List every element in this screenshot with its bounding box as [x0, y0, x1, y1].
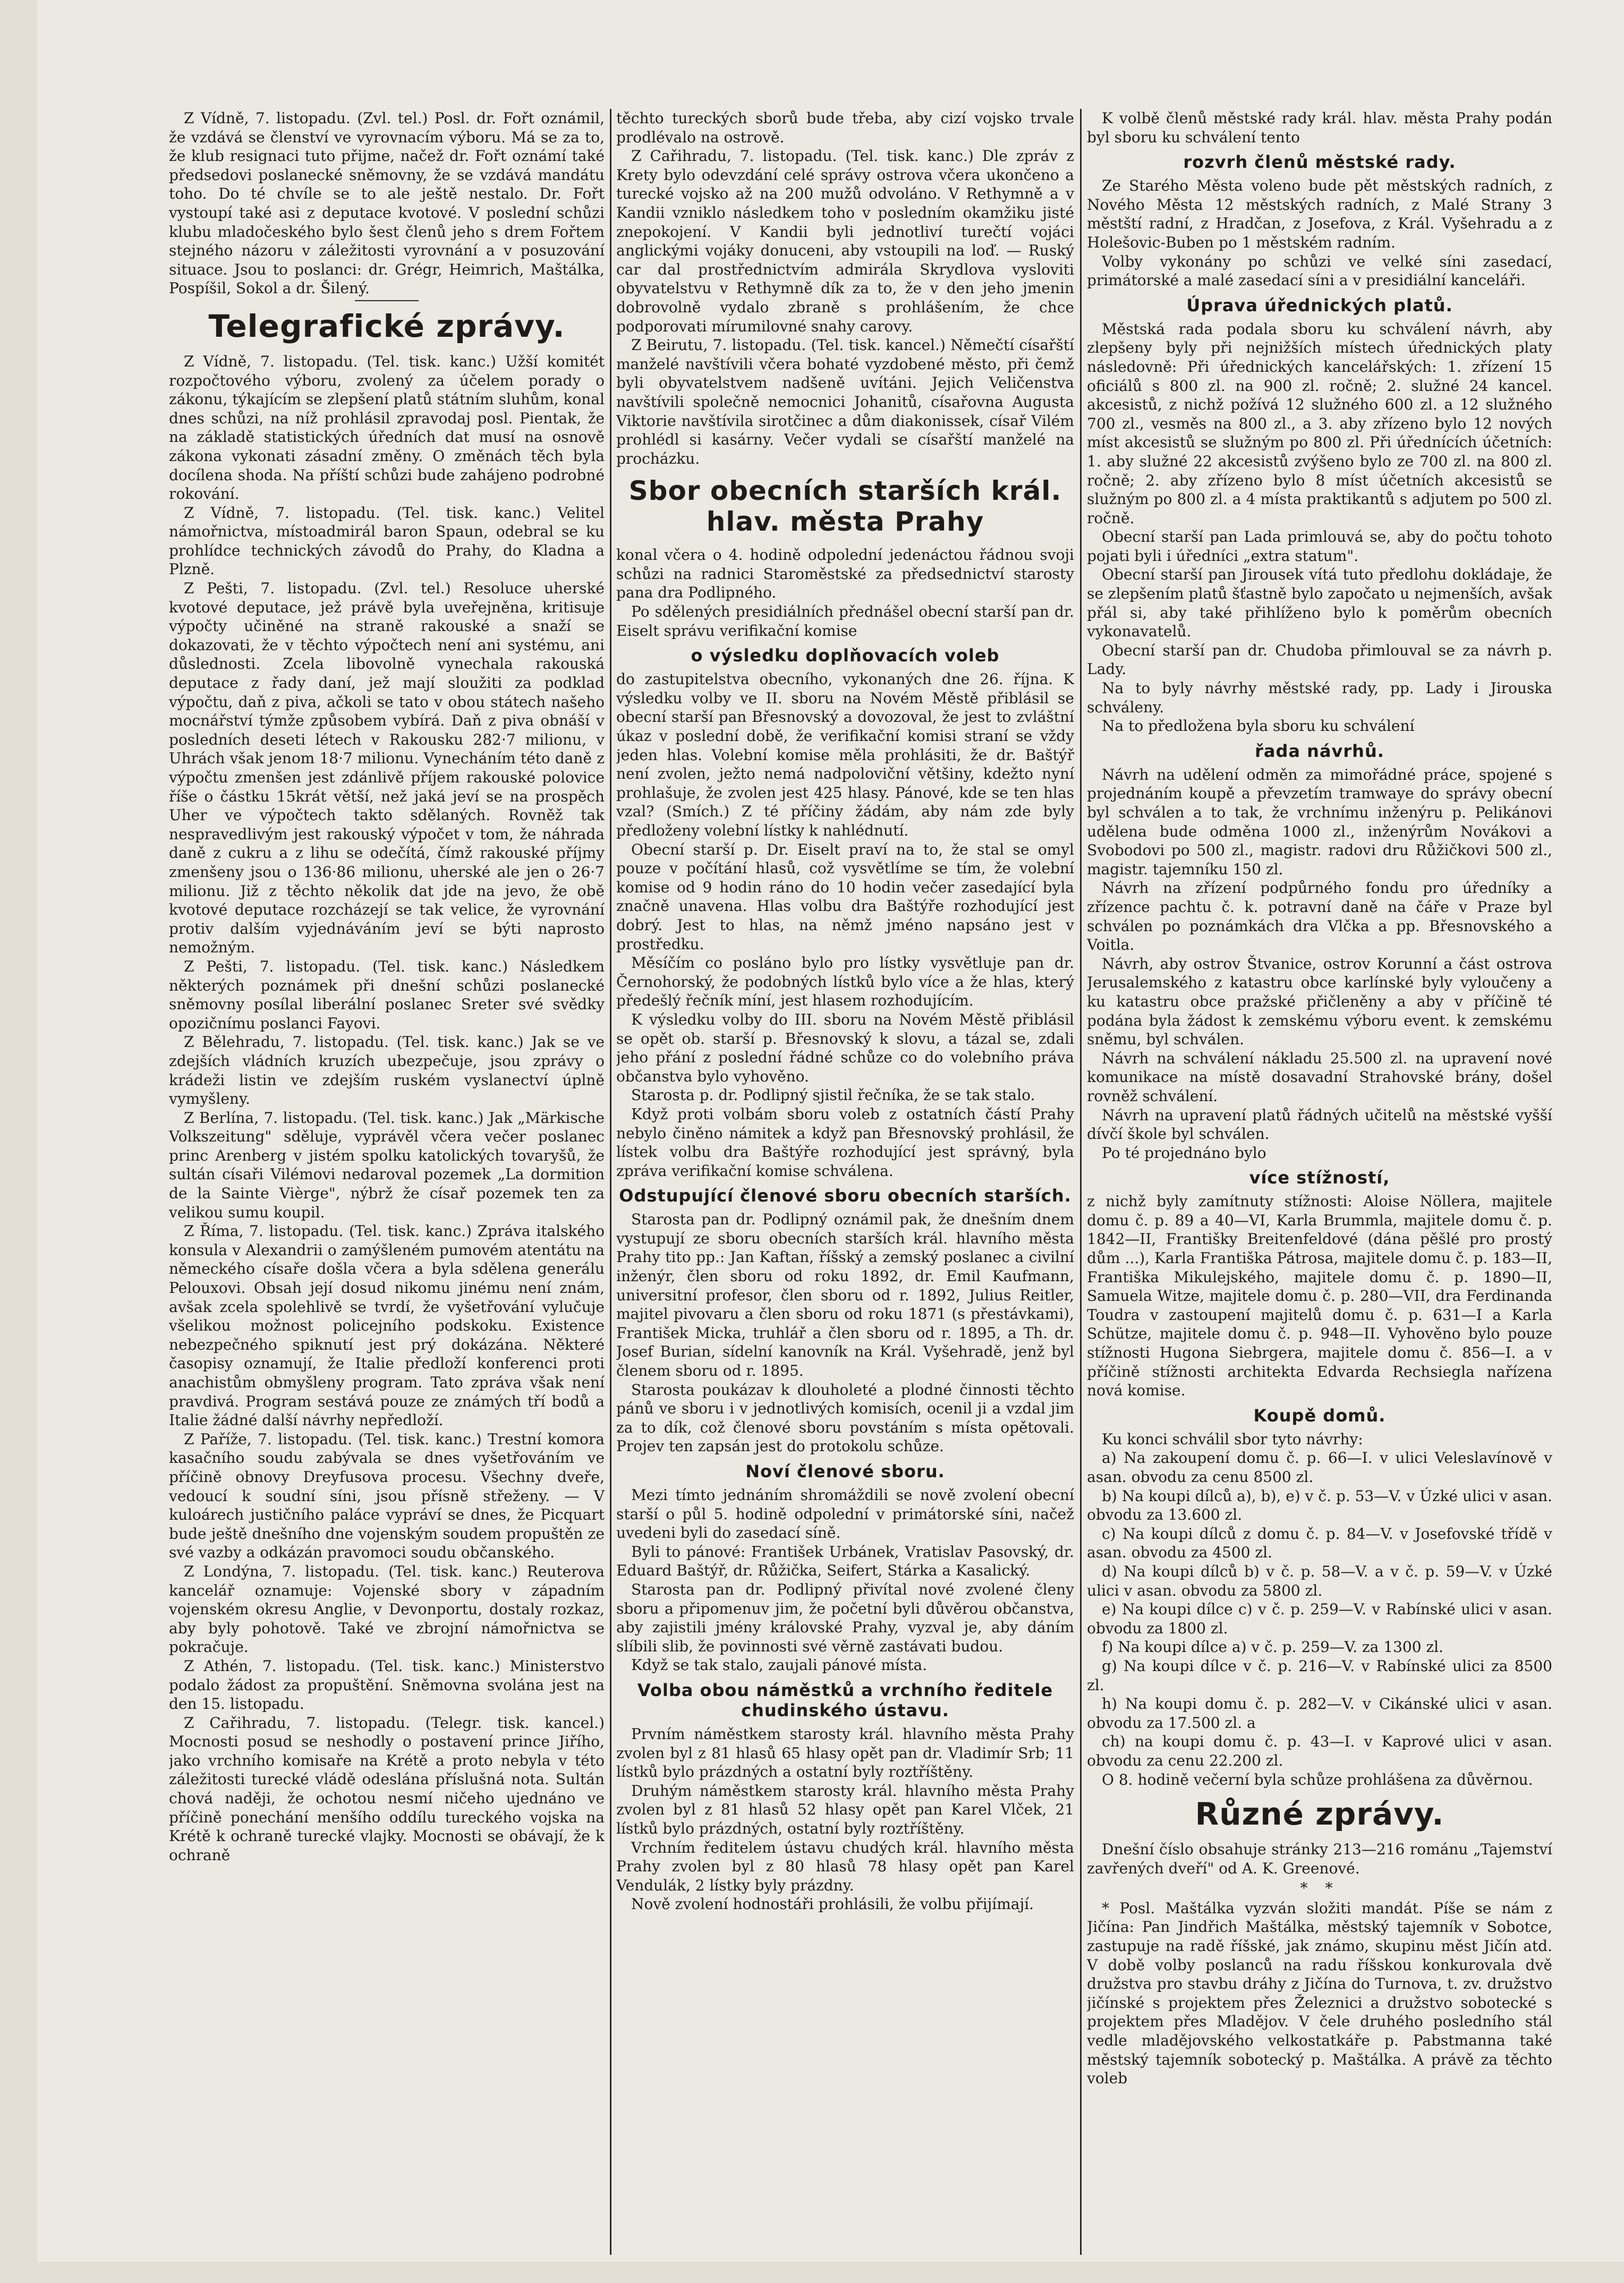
subheading: Volba obou náměstků a vrchního ředitele chudinského ústavu.: [637, 1680, 1053, 1720]
report-paragraph: K výsledku volby do III. sboru na Novém Městě přiblásil se opět ob. starší p. Břesnovský k slovu, a tázal se, zdali jeho přání z poslední řádné schůze co do volebního práva občanstva bylo vyhověno.: [616, 1010, 1074, 1085]
list-item: f) Na koupi dílce a) v č. p. 259—V. za 1300 zl.: [1102, 1638, 1444, 1656]
report-paragraph: Návrh na upravení platů řádných učitelů na městské vyšší dívčí škole byl schválen.: [1087, 1106, 1552, 1143]
telegram-paragraph: Z Vídně, 7. listopadu. (Tel. tisk. kanc.) Velitel námořnictva, místoadmirál baron Spaun, odebral se ku prohlídce technických závodů do Prahy, do Kladna a Plzně.: [169, 504, 605, 578]
list-item: h) Na koupi domu č. p. 282—V. v Cikánské ulici v asan. obvodu za 17.500 zl. a: [1087, 1695, 1552, 1732]
report-paragraph: Starosta pan dr. Podlipný oznámil pak, že dnešním dnem vystupují ze sboru obecních starších král. hlavního města Prahy tito pp.: Jan Kaftan, říšský a zemský poslanec a civilní inženýr, člen sboru od roku 1892, dr. Emil Kaufmann, universitní profesor, člen sboru od r. 1892, Julius Reitler, majitel pivovaru a člen sboru od roku 1871 (s přestávkami), František Micka, truhlář a člen sboru od r. 1895, a Th. dr. Josef Burian, sídelní kanovník na Král. Vyšehradě, jenž byl členem sboru od r. 1895.: [616, 1211, 1074, 1380]
article-paragraph: těchto tureckých sborů bude třeba, aby cizí vojsko trvale prodlévalo na ostrově.: [616, 109, 1074, 146]
column-rule: [610, 109, 611, 2255]
report-paragraph: Druhým náměstkem starosty král. hlavního města Prahy zvolen byl z 81 hlasů 52 hlasy opět pan Karel Vlček, 21 lístků bylo prázdných, ostatní byly roztříštěny.: [616, 1782, 1074, 1837]
report-paragraph: Obecní starší pan Lada primlouvá se, aby do počtu tohoto pojati byli i úředníci „extra statum".: [1087, 528, 1552, 565]
section-heading-telegrams: Telegrafické zprávy.: [208, 308, 565, 344]
subheading: Úprava úřednických platů.: [1186, 295, 1453, 316]
report-paragraph: Když proti volbám sboru voleb z ostatních částí Prahy nebylo činěno námitek a když pan Břesnovský prohlásil, že lístek volbu dra Baštýře rozhodující jest správný, byla zpráva verifikační komise schválena.: [616, 1105, 1074, 1180]
list-item: a) Na zakoupení domu č. p. 66—I. v ulici Veleslavínově v asan. obvodu za cenu 8500 zl.: [1087, 1449, 1552, 1486]
report-paragraph: Volby vykonány po schůzi ve velké síni zasedací, primátorské a malé zasedací síni a v presidiální kanceláři.: [1087, 252, 1552, 289]
report-paragraph: Ku konci schválil sbor tyto návrhy:: [1102, 1430, 1363, 1448]
report-paragraph: Měsíčím co posláno bylo pro lístky vysvětluje pan dr. Černohorský, že podobných lístků bylo více a že hlas, který předešlý řečník míní, jest hlasem rozhodujícím.: [616, 954, 1074, 1010]
subheading: o výsledku doplňovacích voleb: [691, 645, 1000, 666]
column-rule: [1080, 109, 1082, 2255]
subheading: Odstupující členové sboru obecních starších.: [619, 1186, 1072, 1206]
report-paragraph: do zastupitelstva obecního, vykonaných dne 26. října. K výsledku volby ve II. sboru na Novém Městě přiblásil se obecní starší pan Břesnovský a dovozoval, že jest to zvláštní úkaz v poslední době, že verifikační komisi straní se vždy jeden hlas. Volební komise měla prohlásiti, že dr. Baštýř není zvolen, ježto nemá nadpoloviční většiny, kdežto nyní prohlašuje, že zvolen jest 425 hlasy. Pánové, kde se ten hlas vzal? (Smích.) Z té příčiny žádám, aby nám zde byly předloženy volební lístky k nahlédnutí.: [616, 670, 1074, 839]
list-item: b) Na koupi dílců a), b), e) v č. p. 53—V. v Úzké ulici v asan. obvodu za 13.600 zl.: [1087, 1487, 1552, 1524]
telegram-paragraph: Z Athén, 7. listopadu. (Tel. tisk. kanc.) Ministerstvo podalo žádost za propuštění. Sněmovna svolána jest na den 15. listopadu.: [169, 1657, 605, 1713]
report-paragraph: Byli to pánové: František Urbánek, Vratislav Pasovský, dr. Eduard Baštýř, dr. Růžička, Seifert, Stárka a Kasalický.: [616, 1543, 1074, 1580]
report-paragraph: K volbě členů městské rady král. hlav. města Prahy podán byl sboru ku schválení tento: [1087, 109, 1552, 146]
report-paragraph: Ze Starého Města voleno bude pět městských radních, z Nového Města 12 městských radních, z Malé Strany 3 městští radní, z Hradčan, z Josefova, z Král. Vyšehradu a z Holešovic-Buben po 1 městském radním.: [1087, 177, 1552, 251]
report-paragraph: Na to byly návrhy městské rady, pp. Lady i Jirouska schváleny.: [1087, 679, 1552, 716]
report-paragraph: Po sdělených presidiálních přednášel obecní starší pan dr. Eiselt správu verifikační komise: [616, 603, 1074, 640]
list-item: c) Na koupi dílců z domu č. p. 84—V. v Josefovské třídě v asan. obvodu za 4500 zl.: [1087, 1524, 1552, 1562]
subheading: Koupě domů.: [1253, 1405, 1386, 1426]
report-paragraph: Návrh, aby ostrov Štvanice, ostrov Korunní a část ostrova Jerusalemského z katastru obce karlínské byly vyloučeny a ku katastru obce pražské přičleněny a aby v příčině té podána byla žádost k zemskému výboru event. k zemskému sněmu, byl schválen.: [1087, 955, 1552, 1049]
telegram-paragraph: Z Bělehradu, 7. listopadu. (Tel. tisk. kanc.) Jak se ve zdejších vládních kruzích ubezpečuje, jsou zprávy o krádeži listin ve zdejším ruském vyslanectví úplně vymyšleny.: [169, 1033, 605, 1108]
list-item: g) Na koupi dílce v č. p. 216—V. v Rabínské ulici za 8500 zl.: [1087, 1657, 1552, 1694]
subheading: řada návrhů.: [1255, 740, 1384, 761]
subheading: rozvrh členů městské rady.: [1183, 152, 1456, 173]
article-paragraph: Z Vídně, 7. listopadu. (Zvl. tel.) Posl. dr. Fořt oznámil, že vzdává se členství ve vyrovnacím výboru. Má se za to, že klub resignaci tuto přijme, načež dr. Fořt oznámí také předsedovi poslanecké sněmovny, že se vzdává mandátu toho. Do té chvíle se to ale ještě nestalo. Dr. Fořt vystoupí také asi z deputace kvotové. V poslední schůzi klubu mladočeského bylo šest členů jeho s drem Fořtem stejného názoru v záležitosti vyrovnání a v posuzování situace. Jsou to poslanci: dr. Grégr, Heimrich, Maštálka, Pospíšil, Sokol a dr. Šilený.: [169, 109, 605, 297]
telegram-paragraph: Z Pešti, 7. listopadu. (Zvl. tel.) Resoluce uherské kvotové deputace, jež právě byla uveřejněna, kritisuje výpočty učiněné na straně rakouské a snaží se dokazovati, že v těchto výpočtech není ani systému, ani důslednosti. Zcela libovolně vynechala rakouská deputace z řady daní, jež mají sloužiti za podklad výpočtu, daň z piva, ačkoli se tato v obou státech našeho mocnářství týmže způsobem vybírá. Daň z piva obnáší v posledních deseti létech v Rakousku 282·7 milionu, v Uhrách však jenom 18·7 milionu. Vynecháním této daně z výpočtu zmenšen jest zdánlivě příjem rakouské polovice říše o částku 15krát větší, než jaká jeví se na prospěch Uher ve výpočtech takto sdělaných. Rovněž tak nespravedlivým jest rakouský výpočet v tom, že náhrada daně z cukru a z lihu se odečítá, čímž rakouské příjmy zmenšeny jsou o 136·86 milionu, uherské ale jen o 26·7 milionu. Již z těchto několik dat jde na jevo, že obě kvotové deputace rozcházejí se tak velice, že vyrovnání protiv dalším vyjednáváním jeví se býti naprosto nemožným.: [169, 580, 605, 957]
scan-left-margin: [0, 0, 37, 2283]
report-paragraph: Když se tak stalo, zaujali pánové místa.: [631, 1656, 928, 1674]
column-1: [169, 109, 605, 2255]
report-paragraph: Návrh na udělení odměn za mimořádné práce, spojené s projednáním koupě a převzetím tramwaye do správy obecní byl schválen a to tak, že vrchnímu inženýru p. Pelikánovi udělena bude odměna 1000 zl., inženýrům Novákovi a Svobodovi po 500 zl., magistr. radovi dru Růžičkovi 500 zl., magistr. tajemníku 150 zl.: [1087, 765, 1552, 878]
report-paragraph: Obecní starší p. Dr. Eiselt praví na to, že stal se omyl pouze v počítání hlasů, což vysvětlíme se tím, že volební komise od 9 hodin ráno do 10 hodin večer zasedající byla značně unavena. Hlas volbu dra Baštýře rozhodující jest dobrý. Jest to hlas, na němž jméno napsáno jest v prostředku.: [616, 840, 1074, 953]
section-heading-city-council: Sbor obecních starších král. hlav. města Prahy: [628, 475, 1062, 538]
report-paragraph: Starosta poukázav k dlouholeté a plodné činnosti těchto pánů ve sboru i v jednotlivých komisích, ocenil ji a vzdal jim za to dík, což členové sboru povstáním s místa opětovali. Projev ten zapsán jest do protokolu schůze.: [616, 1381, 1074, 1455]
divider: [355, 300, 419, 301]
report-paragraph: z nichž byly zamítnuty stížnosti: Aloise Nöllera, majitele domu č. p. 89 a 40—VI, Karla Brummla, majitele domu č. p. 1842—II, Františky Breitenfeldové (dána pěšlé pro prostý dům ...), Karla Františka Pátrosa, majitele domu č. p. 183—II, Františka Mikulejského, majitele domu č. p. 1890—II, Samuela Witze, majitele domu č. p. 280—VII, dra Ferdinanda Toudra v zastoupení majitelů domu č. p. 631—I a Karla Schütze, majitele domu č. p. 948—II. Vyhověno bylo pouze stížnosti Hugona Siebrgera, majitele domu č. 856—I. a v příčině stížnosti architekta Edvarda Rechsiegla nařízena nová komise.: [1087, 1192, 1552, 1400]
section-heading-various-news: Různé zprávy.: [1195, 1796, 1444, 1833]
report-paragraph: Městská rada podala sboru ku schválení návrh, aby zlepšeny byly při nejnižších místech úřednických platy následovně: Při úřednických kancelářských: 1. zřízení 15 oficiálů s 800 zl. na 900 zl. ročně; 2. služné 24 kancel. akcesistů, z nichž požívá 12 služného 600 zl. a 12 služného 700 zl., vesměs na 800 zl., a 3. aby zřízeno bylo 12 nových míst akcesistů se služným po 800 zl. Při úřednících účetních: 1. aby služné 22 akcesistů zvýšeno bylo ze 700 zl. na 800 zl. ročně; 2. aby zřízeno bylo 8 míst účetních akcesistů se služným po 800 zl. a 4 místa praktikantů s adjutem po 500 zl. ročně.: [1087, 320, 1552, 527]
report-paragraph: Mezi tímto jednáním shromáždili se nově zvolení obecní starší o půl 5. hodině odpolední v primátorské síni, načež uvedeni byli do zasedací síně.: [616, 1486, 1074, 1542]
report-paragraph: Starosta pan dr. Podlipný přivítal nové zvolené členy sboru a připomenuv jim, že početní byli důvěrou občanstva, aby zajistili jmény královské Prahy, vyzval je, aby dáním slíbili slib, že povinnosti své věrně zastávati budou.: [616, 1580, 1074, 1655]
news-paragraph: * Posl. Maštálka vyzván složiti mandát. Píše se nám z Jičína: Pan Jindřich Maštálka, městský tajemník v Sobotce, zastupuje na radě říšské, jak známo, skupinu měst Jičín atd. V době volby poslanců na radu říšskou konkurovala dvě družstva pro stavbu dráhy z Jičína do Turnova, t. zv. družstvo jičínské s projektem přes Železnici a družstvo sobotecké s projektem přes Mladějov. V čele druhého posledního stál vedle mladějovského velkostatkáře p. Pabstmanna také městský tajemník sobotecký p. Maštálka. A právě za těchto voleb: [1087, 1899, 1552, 2088]
telegram-paragraph: Z Beirutu, 7. listopadu. (Tel. tisk. kancel.) Němečtí císařští manželé navštívili včera bohaté vyzdobené město, při čemž byli obyvatelstvem nadšeně uvítáni. Jejich Veličenstva navštívili společně nemocnici Johanitů, císařovna Augusta Viktorie navštívila sirotčinec a dům diakonissek, císař Vilém prohlédl si kasárny. Večer vydali se císařští manželé na procházku.: [616, 336, 1074, 467]
telegram-paragraph: Z Pešti, 7. listopadu. (Tel. tisk. kanc.) Následkem některých poznámek při dnešní schůzi poslanecké sněmovny posílal liberální poslanec Sreter své svědky opozičnímu poslanci Fayovi.: [169, 957, 605, 1032]
report-paragraph: Po té projednáno bylo: [1102, 1144, 1266, 1162]
telegram-paragraph: Z Cařihradu, 7. listopadu. (Telegr. tisk. kancel.) Mocnosti posud se neshodly o postavení prince Jiřího, jako vrchního komisaře na Krétě a proto nebyla v této záležitosti turecké vládě odeslána příslušná nota. Sultán chová naději, že ochotou nesmí ničeho ujednáno ve příčině ponechání menšího oddílu tureckého vojska na Krétě k ochraně turecké vlajky. Mocnosti se obávají, že k ochraně: [169, 1714, 605, 1864]
report-paragraph: konal včera o 4. hodině odpolední jedenáctou řádnou svoji schůzi na radnici Staroměstské za předsednictví starosty pana dra Podlipného.: [616, 546, 1074, 602]
report-paragraph: Návrh na schválení nákladu 25.500 zl. na upravení nové komunikace na místě dosavadní Strahovské brány, došel rovněž schválení.: [1087, 1049, 1552, 1105]
stars-divider: * *: [1300, 1879, 1339, 1897]
subheading: více stížností,: [1249, 1168, 1390, 1188]
telegram-paragraph: Z Vídně, 7. listopadu. (Tel. tisk. kanc.) Užší komitét rozpočtového výboru, zvolený za účelem porady o zákonu, týkajícím se zlepšení platů státním sluhům, konal dnes schůzi, na níž prohlásil zpravodaj posl. Pientak, že na základě statistických úředních dat musí na osnově zákona vykonati zásadní změny. O změnách těch byla docílena shoda. Na příští schůzi bude zahájeno podrobné rokování.: [169, 352, 605, 503]
telegram-paragraph: Z Cařihradu, 7. listopadu. (Tel. tisk. kanc.) Dle zpráv z Krety bylo odevzdání celé správy ostrova včera ukončeno a turecké vojsko až na 200 mužů odvoláno. V Rethymně a v Kandii vzniklo následkem toho v posledním okamžiku jisté znepokojení. V Kandii byli jednotliví turečtí vojáci anglickými vojáky donuceni, aby vstoupili na loď. — Ruský car dal prostřednictvím admirála Skrydlova vysloviti obyvatelstvu v Rethymně dík za to, že v den jeho jmenin dobrovolně vydalo zbraně s prohlášením, že chce podporovati mírumilovné snahy carovy.: [616, 147, 1074, 335]
telegram-paragraph: Z Londýna, 7. listopadu. (Tel. tisk. kanc.) Reuterova kancelář oznamuje: Vojenské sbory v západním vojenském okresu Anglie, v Devonportu, dostaly rozkaz, aby byly pohotově. Také ve zbrojní námořnictva se pokračuje.: [169, 1562, 605, 1656]
telegram-paragraph: Z Říma, 7. listopadu. (Tel. tisk. kanc.) Zpráva italského konsula v Alexandrii o zamýšleném pumovém atentátu na německého císaře došla včera a byla sdělena generálu Pelouxovi. Obsah její dosud nikomu jinému není znám, avšak zcela spolehlivě se tvrdí, že vyšetřování vylučuje všelikou možnost policejního podskoku. Existence nebezpečného spiknutí jest prý dokázána. Některé časopisy oznamují, že Italie předloží konferenci proti anachistům obmyšleny program. Tato zpráva však není pravdivá. Program sestává pouze ze známých tří bodů a Italie žádné další návrhy nepředloží.: [169, 1222, 605, 1429]
report-paragraph: Obecní starší pan dr. Chudoba přimlouval se za návrh p. Lady.: [1087, 641, 1552, 678]
news-paragraph: Dnešní číslo obsahuje stránky 213—216 románu „Tajemství zavřených dveří" od A. K. Greenové.: [1087, 1841, 1552, 1877]
report-paragraph: Starosta p. dr. Podlipný sjistil řečníka, že se tak stalo.: [631, 1086, 1035, 1104]
list-item: e) Na koupi dílce c) v č. p. 259—V. v Rabínské ulici v asan. obvodu za 1800 zl.: [1087, 1600, 1552, 1637]
report-paragraph: Prvním náměstkem starosty král. hlavního města Prahy zvolen byl z 81 hlasů 65 hlasy opět pan dr. Vladimír Srb; 11 lístků bylo prázdných a ostatní byly roztříštěny.: [616, 1725, 1074, 1781]
column-3: [1087, 109, 1552, 2255]
column-2: [616, 109, 1074, 2255]
list-item: d) Na koupi dílců b) v č. p. 58—V. a v č. p. 59—V. v Úzké ulici v asan. obvodu za 5800 zl.: [1087, 1562, 1552, 1599]
telegram-paragraph: Z Paříže, 7. listopadu. (Tel. tisk. kanc.) Trestní komora kasačního soudu zabývala se dnes vyšetřováním ve příčině obnovy Dreyfusova procesu. Všechny dveře, vedoucí k soudní síni, jsou přísně střeženy. — V kuloárech justičního paláce vypráví se dnes, že Picquart bude ještě dnešního dne vojenským soudem propuštěn ze své vazby a odkázán pravomoci soudu občanského.: [169, 1430, 605, 1562]
report-paragraph: Návrh na zřízení podpůrného fondu pro úředníky a zřízence pachtu č. k. potravní daně na čáře v Praze byl schválen po poznámkách dra Vlčka a pp. Břesnovského a Voitla.: [1087, 879, 1552, 954]
report-paragraph: Vrchním ředitelem ústavu chudých král. hlavního města Prahy zvolen byl z 80 hlasů 78 hlasy opět pan Karel Vendulák, 2 lístky byly prázdny.: [616, 1838, 1074, 1894]
telegram-paragraph: Z Berlína, 7. listopadu. (Tel. tisk. kanc.) Jak „Märkische Volkszeitung" sděluje, vyprávěl včera večer poslanec princ Arenberg v jistém spolku katolických tovaryšů, že sultán císaři Vilémovi nedaroval pozemek „La dormition de la Sainte Vièrge", nýbrž že císař pozemek ten za velikou sumu koupil.: [169, 1109, 605, 1221]
list-item: ch) na koupi domu č. p. 43—I. v Kaprové ulici v asan. obvodu za cenu 22.200 zl.: [1087, 1733, 1552, 1769]
report-paragraph: Na to předložena byla sboru ku schválení: [1102, 717, 1415, 735]
scan-bottom-margin: [0, 2262, 1624, 2283]
report-paragraph: O 8. hodině večerní byla schůze prohlášena za důvěrnou.: [1102, 1770, 1533, 1788]
report-paragraph: Nově zvolení hodnostáři prohlásili, že volbu přijímají.: [631, 1895, 1034, 1913]
report-paragraph: Obecní starší pan Jirousek vítá tuto předlohu dokládaje, že se zlepšením platů šťastně bylo započato u nejmenších, avšak přál si, aby také přihlíženo bylo k poměrům obecních vykonavatelů.: [1087, 566, 1552, 641]
purchase-list: [1087, 1449, 1552, 1770]
subheading: Noví členové sboru.: [745, 1461, 945, 1481]
